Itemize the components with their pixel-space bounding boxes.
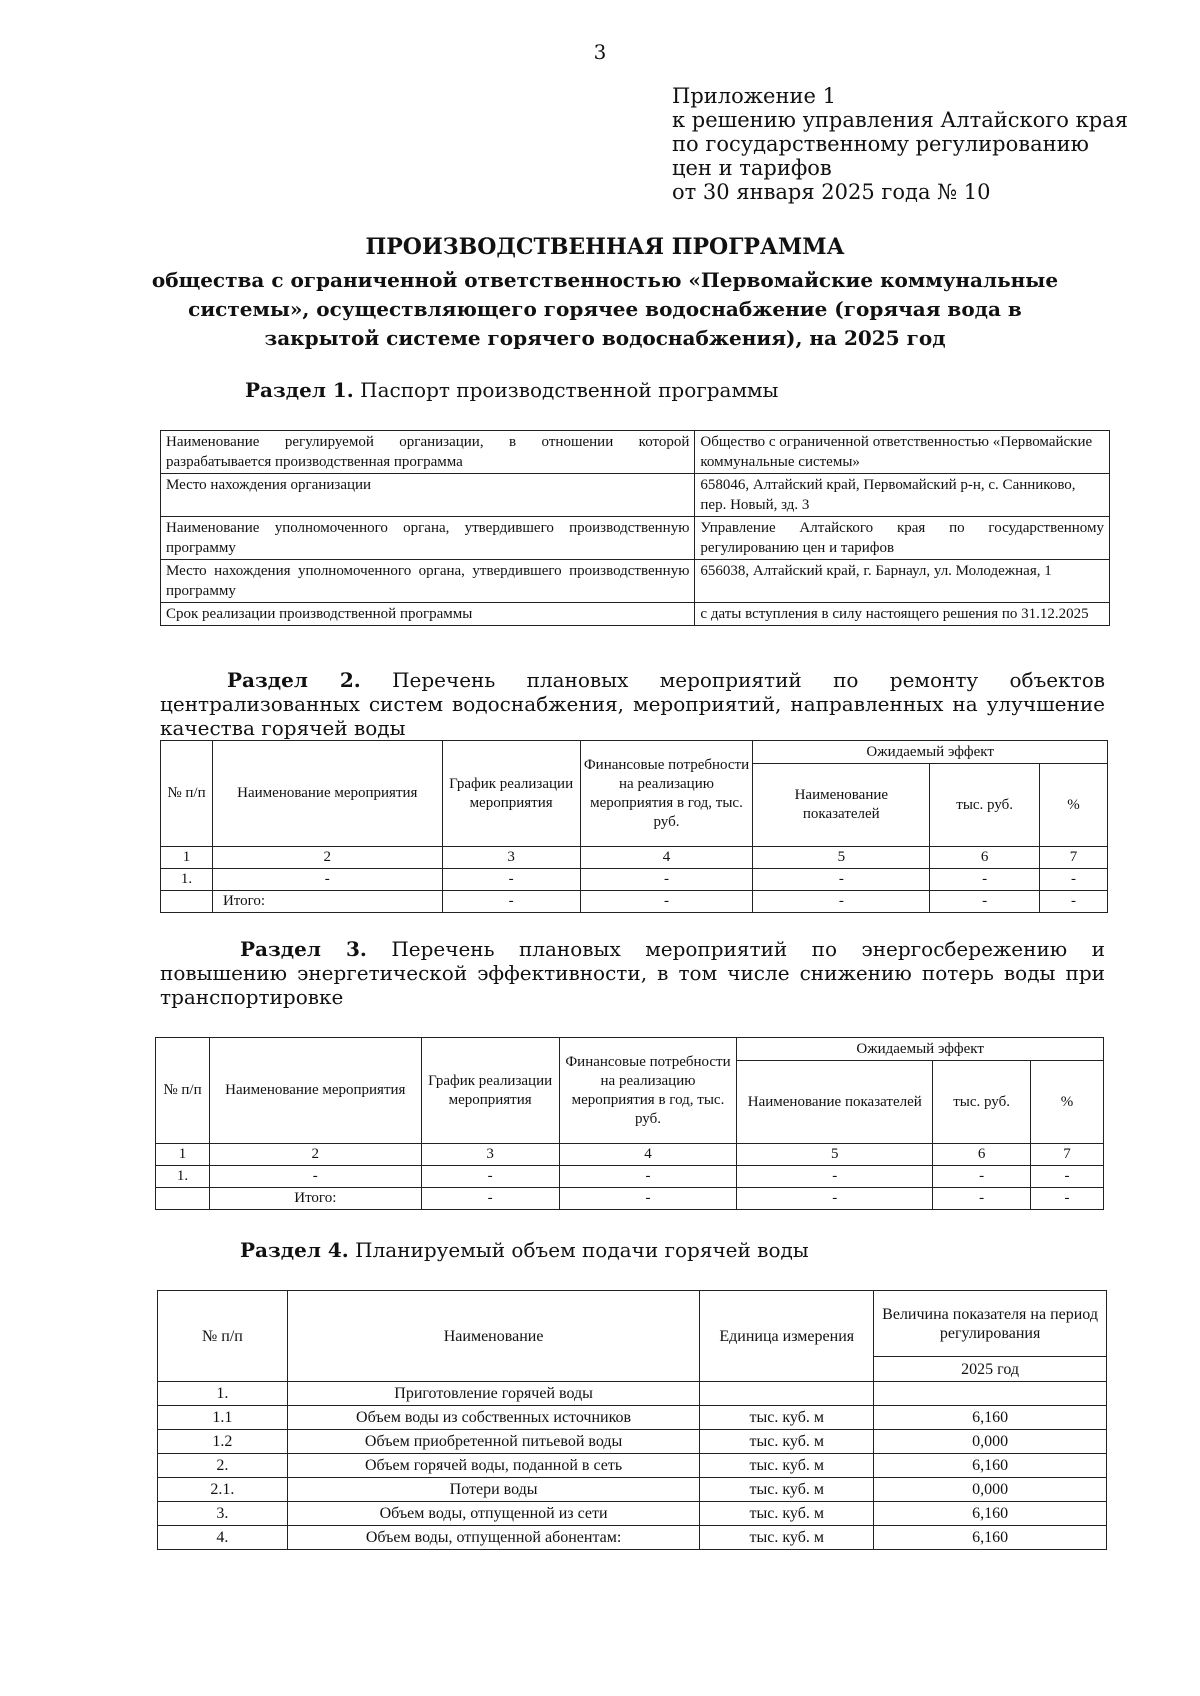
energy-saving-table bbox=[155, 1037, 1104, 1210]
col-number-cell: 2 bbox=[209, 1144, 421, 1166]
header-rub: тыс. руб. bbox=[933, 1061, 1031, 1144]
row-num: 3. bbox=[158, 1502, 288, 1526]
row-name: Объем воды, отпущенной абонентам: bbox=[287, 1526, 700, 1550]
col-number-cell: 3 bbox=[421, 1144, 559, 1166]
section2-text: Перечень плановых мероприятий по ремонту объектов централизованных систем водоснабжения, мероприятий, направленных на улучшение качества горячей воды bbox=[160, 668, 1105, 740]
table-cell: - bbox=[753, 891, 930, 913]
header-name: Наименование bbox=[287, 1291, 700, 1382]
document-title bbox=[150, 234, 1060, 353]
col-number-cell: 5 bbox=[737, 1144, 933, 1166]
table-cell: - bbox=[559, 1188, 737, 1210]
passport-table bbox=[160, 430, 1110, 626]
table-row bbox=[158, 1502, 1107, 1526]
passport-value-cell: Общество с ограниченной ответственностью «Первомайские коммунальные системы» bbox=[695, 431, 1110, 474]
table-row bbox=[158, 1406, 1107, 1430]
passport-name-cell: Наименование уполномоченного органа, утвердившего производственную программу bbox=[161, 517, 695, 560]
table-row bbox=[161, 869, 1108, 891]
table-row bbox=[158, 1430, 1107, 1454]
title-subtitle: общества с ограниченной ответственностью «Первомайские коммунальные системы», осуществляющего горячее водоснабжение (горячая вода в закрытой системе горячего водоснабжения), на 2025 год bbox=[151, 268, 1059, 350]
table-row bbox=[156, 1166, 1104, 1188]
table-row bbox=[158, 1526, 1107, 1550]
header-effect: Ожидаемый эффект bbox=[753, 741, 1108, 764]
row-unit: тыс. куб. м bbox=[700, 1430, 874, 1454]
section4-heading bbox=[240, 1238, 809, 1262]
section1-label: Раздел 1. bbox=[245, 378, 354, 402]
table-cell: - bbox=[930, 891, 1040, 913]
table-row bbox=[161, 431, 1110, 474]
header-name: Наименование мероприятия bbox=[212, 741, 442, 847]
row-name: Потери воды bbox=[287, 1478, 700, 1502]
header-year: 2025 год bbox=[874, 1357, 1107, 1382]
passport-value-cell: с даты вступления в силу настоящего решения по 31.12.2025 bbox=[695, 603, 1110, 626]
row-num: 2.1. bbox=[158, 1478, 288, 1502]
table-cell: - bbox=[1040, 869, 1108, 891]
section3-text: Перечень плановых мероприятий по энергосбережению и повышению энергетической эффективности, в том числе снижению потерь воды при транспортировке bbox=[160, 937, 1105, 1009]
passport-value-cell: Управление Алтайского края по государственному регулированию цен и тарифов bbox=[695, 517, 1110, 560]
table-cell: - bbox=[442, 869, 580, 891]
table-cell: - bbox=[933, 1188, 1031, 1210]
table-cell: - bbox=[559, 1166, 737, 1188]
appendix-line: цен и тарифов bbox=[672, 156, 832, 180]
section1-heading bbox=[245, 378, 778, 402]
table-cell: - bbox=[421, 1188, 559, 1210]
header-pct: % bbox=[1040, 764, 1108, 847]
col-number-cell: 3 bbox=[442, 847, 580, 869]
header-value: Величина показателя на период регулирования bbox=[874, 1291, 1107, 1357]
table-cell: - bbox=[212, 869, 442, 891]
title-main: ПРОИЗВОДСТВЕННАЯ ПРОГРАММА bbox=[365, 234, 845, 260]
table-cell: - bbox=[580, 891, 753, 913]
section3-label: Раздел 3. bbox=[240, 937, 367, 961]
table-cell: - bbox=[1031, 1188, 1104, 1210]
table-cell: - bbox=[421, 1166, 559, 1188]
table-total-row bbox=[156, 1188, 1104, 1210]
row-name: Объем воды из собственных источников bbox=[287, 1406, 700, 1430]
row-value: 6,160 bbox=[874, 1526, 1107, 1550]
row-name: Объем горячей воды, поданной в сеть bbox=[287, 1454, 700, 1478]
passport-value-cell: 656038, Алтайский край, г. Барнаул, ул. Молодежная, 1 bbox=[695, 560, 1110, 603]
section2-label: Раздел 2. bbox=[227, 668, 361, 692]
row-unit: тыс. куб. м bbox=[700, 1406, 874, 1430]
section3-heading bbox=[160, 937, 1105, 1009]
table-cell bbox=[161, 891, 213, 913]
table-cell: - bbox=[209, 1166, 421, 1188]
section4-text: Планируемый объем подачи горячей воды bbox=[355, 1238, 809, 1262]
table-row bbox=[161, 560, 1110, 603]
header-schedule: График реализации мероприятия bbox=[421, 1038, 559, 1144]
table-cell: - bbox=[737, 1166, 933, 1188]
col-number-cell: 1 bbox=[161, 847, 213, 869]
table-cell bbox=[156, 1188, 210, 1210]
col-number-cell: 4 bbox=[559, 1144, 737, 1166]
row-num: 1.1 bbox=[158, 1406, 288, 1430]
appendix-line: от 30 января 2025 года № 10 bbox=[672, 180, 991, 204]
table-row bbox=[158, 1382, 1107, 1406]
row-unit: тыс. куб. м bbox=[700, 1526, 874, 1550]
row-num: 1. bbox=[158, 1382, 288, 1406]
row-unit: тыс. куб. м bbox=[700, 1454, 874, 1478]
header-pct: % bbox=[1031, 1061, 1104, 1144]
col-number-cell: 6 bbox=[933, 1144, 1031, 1166]
page-number: 3 bbox=[593, 40, 607, 64]
section1-text: Паспорт производственной программы bbox=[360, 378, 779, 402]
table-row bbox=[158, 1454, 1107, 1478]
table-cell: - bbox=[933, 1166, 1031, 1188]
header-name: Наименование мероприятия bbox=[209, 1038, 421, 1144]
total-label: Итого: bbox=[209, 1188, 421, 1210]
table-row bbox=[161, 474, 1110, 517]
passport-name-cell: Место нахождения уполномоченного органа, утвердившего производственную программу bbox=[161, 560, 695, 603]
table-cell: - bbox=[1040, 891, 1108, 913]
table-row bbox=[161, 847, 1108, 869]
table-row bbox=[158, 1478, 1107, 1502]
table-cell: - bbox=[737, 1188, 933, 1210]
row-value: 0,000 bbox=[874, 1478, 1107, 1502]
table-header-row bbox=[156, 1038, 1104, 1061]
appendix-line: по государственному регулированию bbox=[672, 132, 1089, 156]
row-num: 4. bbox=[158, 1526, 288, 1550]
header-effect: Ожидаемый эффект bbox=[737, 1038, 1104, 1061]
table-cell: - bbox=[753, 869, 930, 891]
passport-name-cell: Срок реализации производственной программы bbox=[161, 603, 695, 626]
header-unit: Единица измерения bbox=[700, 1291, 874, 1382]
row-unit bbox=[700, 1382, 874, 1406]
header-num: № п/п bbox=[158, 1291, 288, 1382]
header-finance: Финансовые потребности на реализацию мероприятия в год, тыс. руб. bbox=[559, 1038, 737, 1144]
passport-name-cell: Место нахождения организации bbox=[161, 474, 695, 517]
passport-name-cell: Наименование регулируемой организации, в отношении которой разрабатывается производственная программа bbox=[161, 431, 695, 474]
row-value: 0,000 bbox=[874, 1430, 1107, 1454]
table-total-row bbox=[161, 891, 1108, 913]
col-number-cell: 2 bbox=[212, 847, 442, 869]
section2-heading bbox=[160, 668, 1105, 740]
header-num: № п/п bbox=[161, 741, 213, 847]
row-name: Приготовление горячей воды bbox=[287, 1382, 700, 1406]
row-num: 1.2 bbox=[158, 1430, 288, 1454]
col-number-cell: 7 bbox=[1031, 1144, 1104, 1166]
row-name: Объем приобретенной питьевой воды bbox=[287, 1430, 700, 1454]
total-label: Итого: bbox=[212, 891, 442, 913]
repair-measures-table bbox=[160, 740, 1108, 913]
table-cell: - bbox=[442, 891, 580, 913]
appendix-line: Приложение 1 bbox=[672, 84, 836, 108]
col-number-cell: 7 bbox=[1040, 847, 1108, 869]
row-unit: тыс. куб. м bbox=[700, 1478, 874, 1502]
row-value bbox=[874, 1382, 1107, 1406]
row-num: 2. bbox=[158, 1454, 288, 1478]
table-cell: - bbox=[1031, 1166, 1104, 1188]
appendix-header bbox=[672, 84, 1128, 204]
row-name: Объем воды, отпущенной из сети bbox=[287, 1502, 700, 1526]
table-row bbox=[161, 603, 1110, 626]
header-rub: тыс. руб. bbox=[930, 764, 1040, 847]
row-unit: тыс. куб. м bbox=[700, 1502, 874, 1526]
col-number-cell: 4 bbox=[580, 847, 753, 869]
table-header-row bbox=[158, 1291, 1107, 1357]
section4-label: Раздел 4. bbox=[240, 1238, 349, 1262]
row-value: 6,160 bbox=[874, 1406, 1107, 1430]
table-cell: 1. bbox=[156, 1166, 210, 1188]
passport-value-cell: 658046, Алтайский край, Первомайский р-н, с. Санниково, пер. Новый, зд. 3 bbox=[695, 474, 1110, 517]
col-number-cell: 6 bbox=[930, 847, 1040, 869]
row-value: 6,160 bbox=[874, 1454, 1107, 1478]
table-row bbox=[156, 1144, 1104, 1166]
appendix-line: к решению управления Алтайского края bbox=[672, 108, 1128, 132]
hot-water-volume-table bbox=[157, 1290, 1107, 1550]
row-value: 6,160 bbox=[874, 1502, 1107, 1526]
table-cell: - bbox=[580, 869, 753, 891]
header-indicators: Наименование показателей bbox=[753, 764, 930, 847]
header-schedule: График реализации мероприятия bbox=[442, 741, 580, 847]
header-indicators: Наименование показателей bbox=[737, 1061, 933, 1144]
table-cell: 1. bbox=[161, 869, 213, 891]
table-cell: - bbox=[930, 869, 1040, 891]
table-row bbox=[161, 517, 1110, 560]
col-number-cell: 5 bbox=[753, 847, 930, 869]
header-finance: Финансовые потребности на реализацию мероприятия в год, тыс. руб. bbox=[580, 741, 753, 847]
table-header-row bbox=[161, 741, 1108, 764]
col-number-cell: 1 bbox=[156, 1144, 210, 1166]
header-num: № п/п bbox=[156, 1038, 210, 1144]
